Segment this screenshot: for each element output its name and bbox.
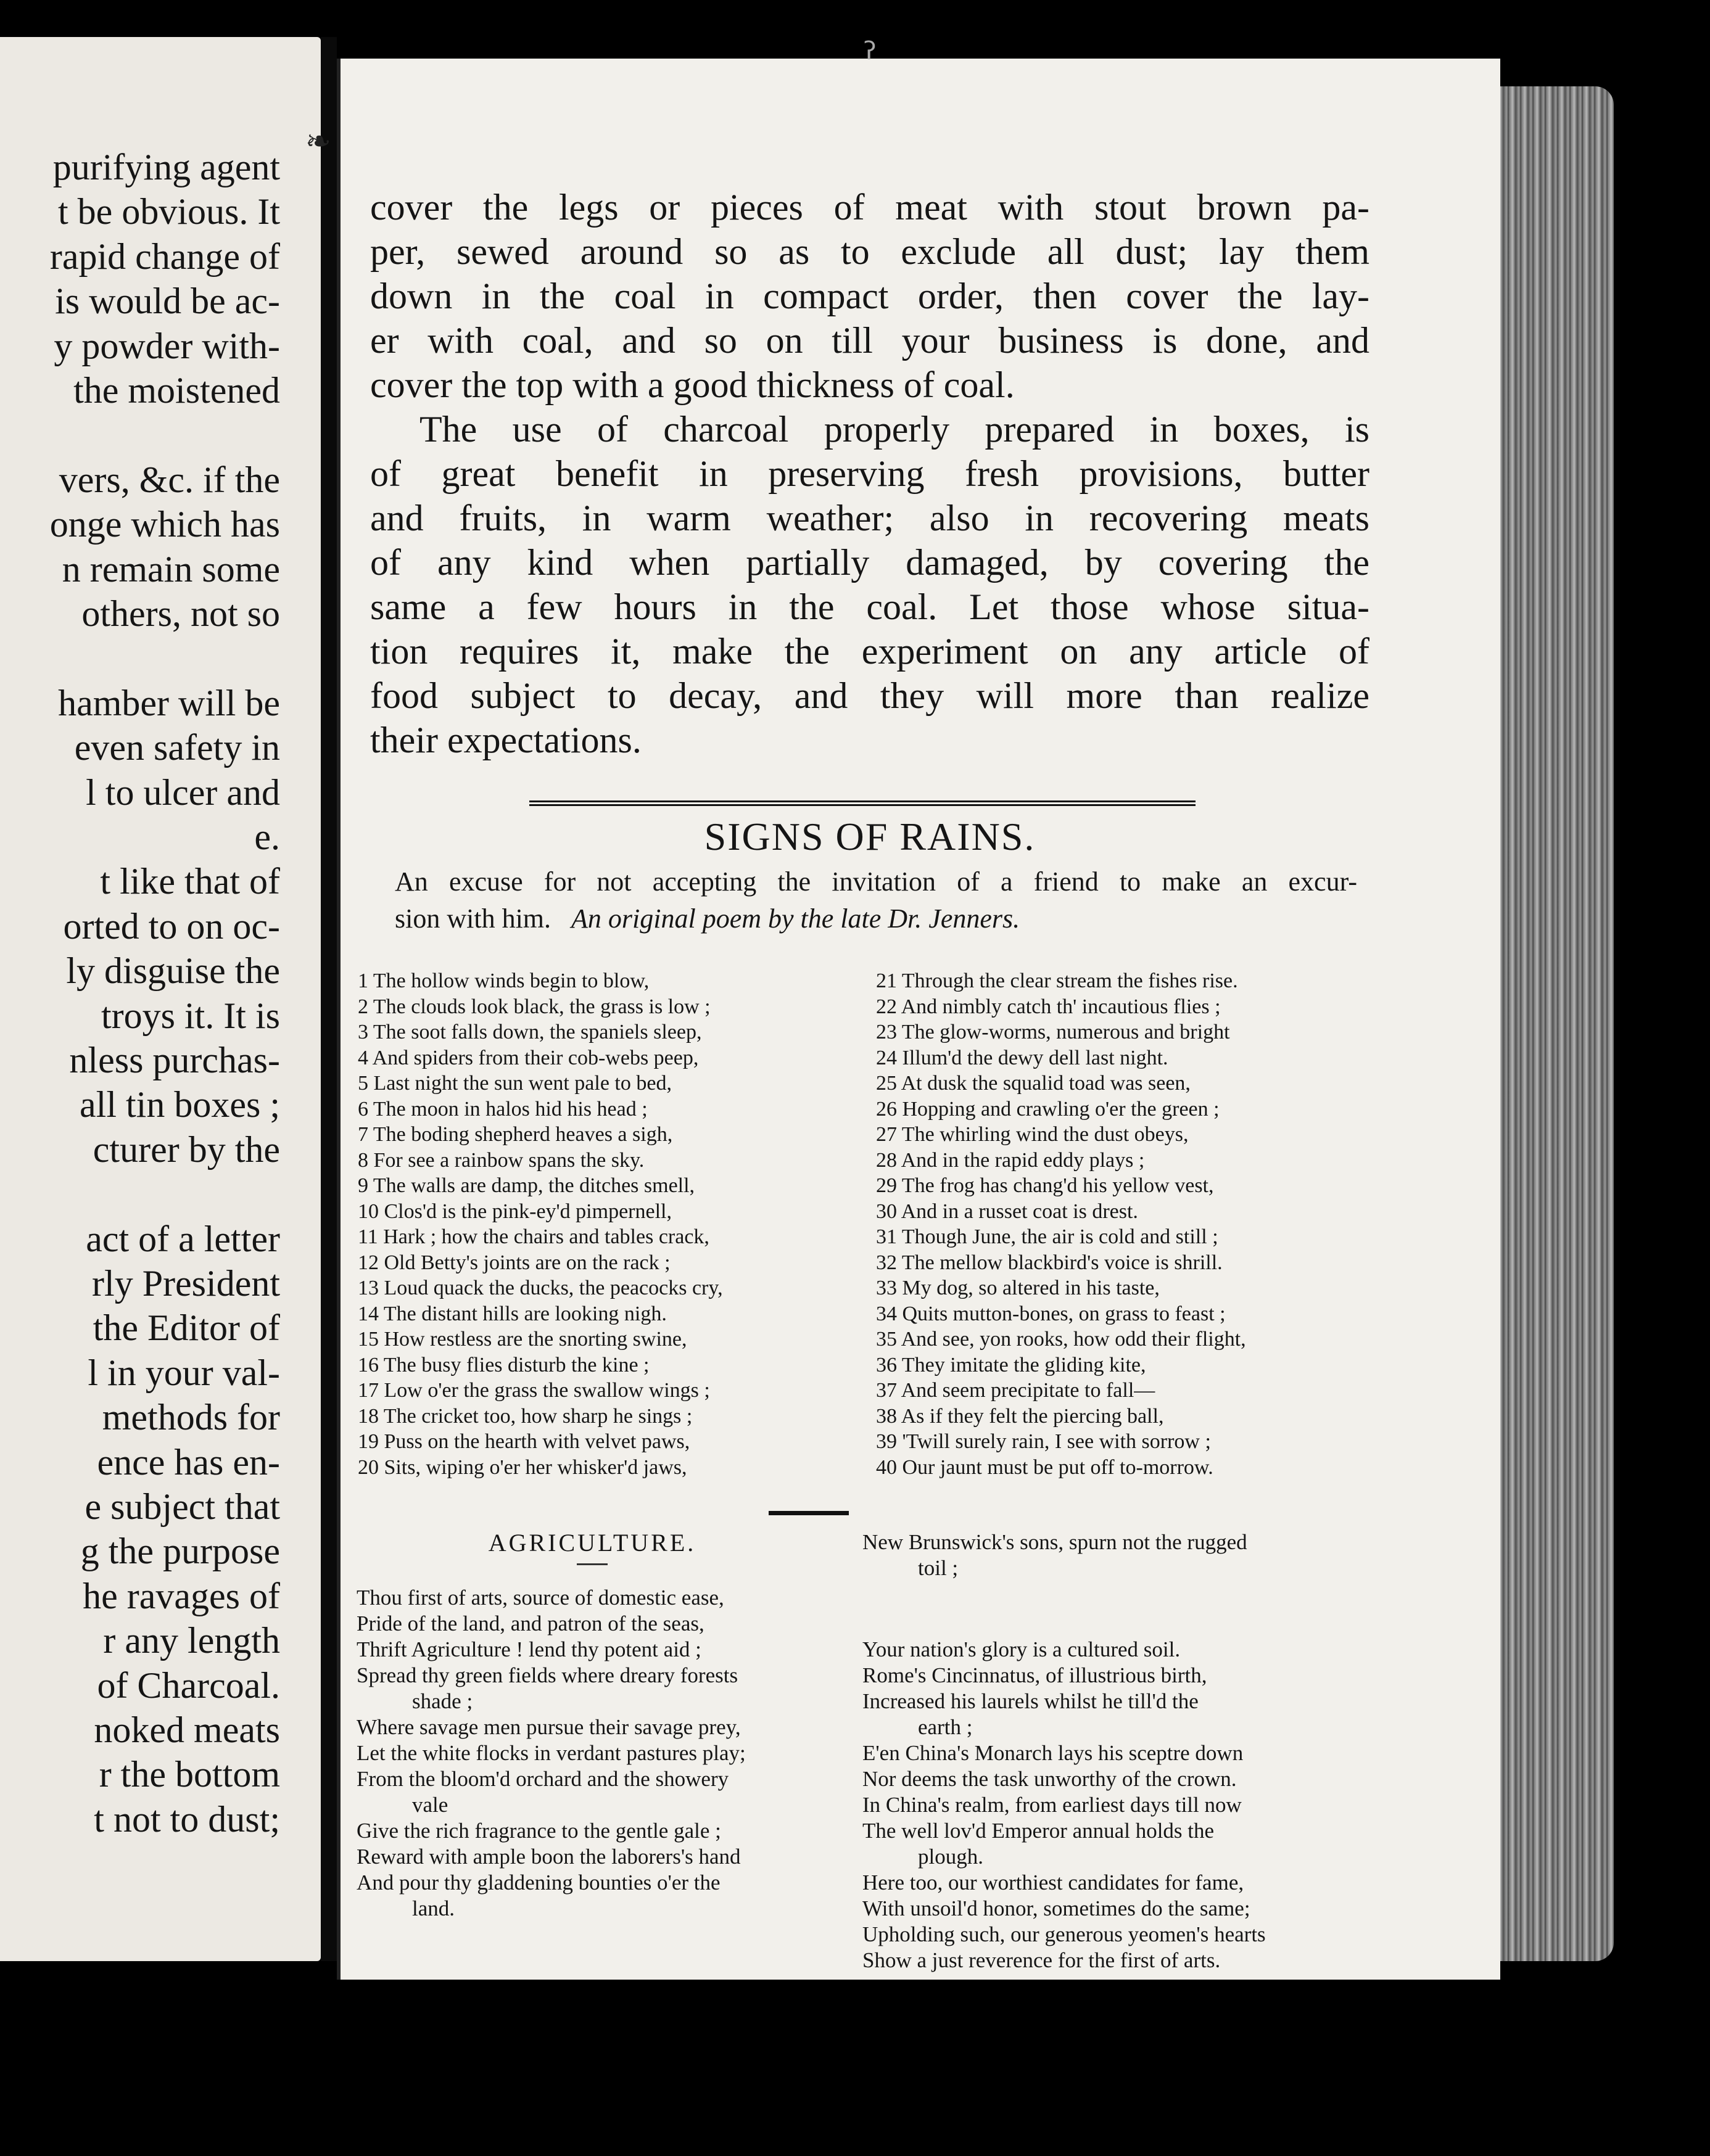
left-page-line: e subject that bbox=[85, 1486, 280, 1527]
poem-line: 13 Loud quack the ducks, the peacocks cry, bbox=[358, 1277, 723, 1299]
agriculture-line: vale bbox=[412, 1793, 448, 1817]
poem-line: 29 The frog has chang'd his yellow vest, bbox=[876, 1174, 1214, 1197]
left-page-line: t be obvious. It bbox=[58, 191, 280, 232]
left-page-line: l in your val- bbox=[88, 1352, 280, 1393]
intro-line-2: sion with him. bbox=[395, 903, 551, 934]
left-page-line: l to ulcer and bbox=[86, 771, 280, 813]
page-ornament-icon: ❧ bbox=[305, 123, 331, 159]
article-line: per, sewed around so as to exclude all dust; lay them bbox=[370, 231, 1369, 272]
left-page-line: the moistened bbox=[73, 370, 280, 411]
left-page-line: of Charcoal. bbox=[97, 1664, 280, 1706]
poem-line: 33 My dog, so altered in his taste, bbox=[876, 1277, 1160, 1299]
charcoal-article bbox=[370, 185, 1369, 762]
poem-line: 10 Clos'd is the pink-ey'd pimpernell, bbox=[358, 1199, 672, 1223]
agriculture-line: Thou first of arts, source of domestic ease, bbox=[357, 1586, 724, 1610]
article-line: their expectations. bbox=[370, 720, 642, 760]
left-page-line: e. bbox=[254, 817, 280, 857]
left-page-line: r the bottom bbox=[99, 1754, 280, 1795]
poem-line: 15 How restless are the snorting swine, bbox=[358, 1328, 687, 1351]
left-page-line: cturer by the bbox=[93, 1129, 280, 1170]
article-line: and fruits, in warm weather; also in recovering meats bbox=[370, 498, 1369, 538]
left-page-line: methods for bbox=[102, 1397, 280, 1438]
agriculture-line: Spread thy green fields where dreary forests bbox=[357, 1663, 738, 1687]
agriculture-line: New Brunswick's sons, spurn not the rugged bbox=[862, 1530, 1247, 1554]
section-divider bbox=[529, 800, 1196, 806]
left-page-line: onge which has bbox=[49, 504, 280, 545]
poem-line: 26 Hopping and crawling o'er the green ; bbox=[876, 1097, 1220, 1121]
poem-line: 7 The boding shepherd heaves a sigh, bbox=[358, 1123, 673, 1146]
agriculture-line: Here too, our worthiest candidates for fame, bbox=[862, 1870, 1244, 1895]
poem-line: 39 'Twill surely rain, I see with sorrow ; bbox=[876, 1430, 1211, 1453]
agriculture-line: plough. bbox=[918, 1845, 983, 1869]
poem-line: 21 Through the clear stream the fishes rise. bbox=[876, 969, 1238, 992]
left-page-line: all tin boxes ; bbox=[80, 1084, 280, 1125]
poem-line: 31 Though June, the air is cold and still ; bbox=[876, 1225, 1218, 1248]
left-page-line: ly disguise the bbox=[66, 950, 280, 992]
book-spine bbox=[321, 37, 337, 1961]
left-facing-page bbox=[0, 37, 321, 1961]
agriculture-column-left bbox=[357, 1585, 844, 1922]
article-line: cover the legs or pieces of meat with stout brown pa- bbox=[370, 187, 1369, 228]
poem-column-left bbox=[358, 968, 723, 1480]
title-dash bbox=[577, 1563, 608, 1565]
left-page-line: act of a letter bbox=[86, 1218, 280, 1259]
left-page-line: noked meats bbox=[94, 1710, 280, 1750]
article-line: tion requires it, make the experiment on any article of bbox=[370, 631, 1369, 672]
poem-line: 16 The busy flies disturb the kine ; bbox=[358, 1353, 650, 1376]
agriculture-line: Where savage men pursue their savage prey, bbox=[357, 1715, 741, 1739]
poem-line: 18 The cricket too, how sharp he sings ; bbox=[358, 1404, 693, 1428]
poem-line: 9 The walls are damp, the ditches smell, bbox=[358, 1174, 695, 1197]
poem-line: 2 The clouds look black, the grass is low ; bbox=[358, 995, 711, 1018]
article-line: down in the coal in compact order, then cover the lay- bbox=[370, 276, 1369, 316]
ink-speck-icon: ʔ bbox=[864, 37, 877, 65]
intro-attribution: An original poem by the late Dr. Jenners. bbox=[571, 903, 1020, 934]
poem-line: 8 For see a rainbow spans the sky. bbox=[358, 1148, 645, 1172]
left-page-line: hamber will be bbox=[58, 682, 280, 723]
poem-line: 22 And nimbly catch th' incautious flies ; bbox=[876, 995, 1221, 1018]
poem-line: 3 The soot falls down, the spaniels sleep, bbox=[358, 1021, 702, 1043]
left-page-line: n remain some bbox=[62, 548, 280, 590]
poem-line: 24 Illum'd the dewy dell last night. bbox=[876, 1046, 1168, 1069]
poem-line: 20 Sits, wiping o'er her whisker'd jaws, bbox=[358, 1455, 687, 1479]
left-page-line: troys it. It is bbox=[101, 995, 280, 1036]
left-page-line: the Editor of bbox=[93, 1307, 280, 1349]
poem-line: 38 As if they felt the piercing ball, bbox=[876, 1404, 1164, 1428]
agriculture-line: In China's realm, from earliest days till now bbox=[862, 1793, 1242, 1817]
agriculture-line: Pride of the land, and patron of the seas, bbox=[357, 1611, 704, 1636]
article-line: cover the top with a good thickness of coal. bbox=[370, 364, 1015, 405]
agriculture-line: Upholding such, our generous yeomen's hearts bbox=[862, 1922, 1266, 1946]
poem-line: 36 They imitate the gliding kite, bbox=[876, 1353, 1146, 1376]
agriculture-line: Show a just reverence for the first of arts. bbox=[862, 1948, 1221, 1972]
poem-line: 35 And see, yon rooks, how odd their flight, bbox=[876, 1328, 1246, 1351]
article-line: The use of charcoal properly prepared in boxes, is bbox=[419, 409, 1369, 450]
poem-line: 12 Old Betty's joints are on the rack ; bbox=[358, 1251, 671, 1274]
agriculture-line: And pour thy gladdening bounties o'er the bbox=[357, 1870, 721, 1895]
agriculture-line: land. bbox=[412, 1896, 455, 1920]
agriculture-line: Rome's Cincinnatus, of illustrious birth, bbox=[862, 1663, 1207, 1687]
poem-line: 30 And in a russet coat is drest. bbox=[876, 1199, 1138, 1223]
agriculture-title: AGRICULTURE. bbox=[488, 1529, 696, 1557]
signs-intro bbox=[395, 863, 1357, 937]
article-line: same a few hours in the coal. Let those whose situa- bbox=[370, 586, 1369, 627]
poem-line: 11 Hark ; how the chairs and tables crack, bbox=[358, 1225, 709, 1248]
poem-line: 34 Quits mutton-bones, on grass to feast ; bbox=[876, 1302, 1226, 1325]
agriculture-line: Reward with ample boon the laborers's hand bbox=[357, 1845, 741, 1869]
poem-line: 40 Our jaunt must be put off to-morrow. bbox=[876, 1455, 1213, 1479]
agriculture-line: Your nation's glory is a cultured soil. bbox=[862, 1637, 1181, 1661]
poem-divider bbox=[769, 1511, 849, 1515]
poem-line: 4 And spiders from their cob-webs peep, bbox=[358, 1046, 699, 1069]
poem-line: 25 At dusk the squalid toad was seen, bbox=[876, 1072, 1191, 1095]
agriculture-line: From the bloom'd orchard and the showery bbox=[357, 1767, 729, 1791]
poem-line: 6 The moon in halos hid his head ; bbox=[358, 1097, 648, 1121]
signs-of-rains-title: SIGNS OF RAINS. bbox=[704, 815, 1036, 858]
poem-line: 23 The glow-worms, numerous and bright bbox=[876, 1021, 1230, 1043]
article-line: of great benefit in preserving fresh provisions, butter bbox=[370, 453, 1369, 494]
left-page-line: he ravages of bbox=[83, 1575, 280, 1616]
poem-line: 5 Last night the sun went pale to bed, bbox=[358, 1072, 672, 1095]
left-page-line: vers, &c. if the bbox=[59, 459, 280, 500]
agriculture-line: With unsoil'd honor, sometimes do the same; bbox=[862, 1896, 1250, 1920]
left-page-line: r any length bbox=[103, 1620, 280, 1661]
agriculture-line: earth ; bbox=[918, 1715, 973, 1739]
article-line: of any kind when partially damaged, by covering the bbox=[370, 542, 1369, 583]
left-page-line: rapid change of bbox=[49, 236, 280, 277]
poem-line: 27 The whirling wind the dust obeys, bbox=[876, 1123, 1189, 1146]
left-page-line: y powder with- bbox=[54, 325, 280, 366]
agriculture-column-right bbox=[862, 1530, 1356, 1973]
left-page-line: g the purpose bbox=[80, 1531, 280, 1572]
poem-line: 14 The distant hills are looking nigh. bbox=[358, 1302, 667, 1325]
poem-line: 17 Low o'er the grass the swallow wings ; bbox=[358, 1379, 710, 1402]
left-page-line: t not to dust; bbox=[94, 1798, 280, 1840]
left-page-line: even safety in bbox=[74, 727, 280, 768]
left-page-line: t like that of bbox=[100, 861, 280, 902]
left-page-line: nless purchas- bbox=[69, 1040, 280, 1080]
poem-column-right bbox=[876, 968, 1246, 1480]
agriculture-line: The well lov'd Emperor annual holds the bbox=[862, 1819, 1215, 1843]
page-edge bbox=[1497, 86, 1614, 1961]
agriculture-line: shade ; bbox=[412, 1689, 473, 1713]
agriculture-line: E'en China's Monarch lays his sceptre down bbox=[862, 1741, 1244, 1765]
poem-line: 32 The mellow blackbird's voice is shrill. bbox=[876, 1251, 1223, 1274]
agriculture-line: toil ; bbox=[918, 1556, 959, 1580]
left-page-line: others, not so bbox=[81, 593, 280, 634]
left-page-line: rly President bbox=[92, 1263, 280, 1304]
agriculture-line: Nor deems the task unworthy of the crown. bbox=[862, 1767, 1237, 1791]
agriculture-line: Increased his laurels whilst he till'd the bbox=[862, 1689, 1199, 1713]
poem-line: 37 And seem precipitate to fall— bbox=[876, 1379, 1155, 1402]
left-page-line: ence has en- bbox=[97, 1441, 280, 1483]
left-page-line: orted to on oc- bbox=[63, 905, 280, 947]
agriculture-line: Let the white flocks in verdant pastures play; bbox=[357, 1741, 746, 1765]
poem-line: 19 Puss on the hearth with velvet paws, bbox=[358, 1430, 690, 1453]
left-page-line: is would be ac- bbox=[55, 281, 280, 322]
article-line: er with coal, and so on till your business is done, and bbox=[370, 320, 1369, 361]
article-line: food subject to decay, and they will more than realize bbox=[370, 675, 1369, 716]
poem-line: 28 And in the rapid eddy plays ; bbox=[876, 1148, 1145, 1172]
intro-line-1: An excuse for not accepting the invitation of a friend to make an excur- bbox=[395, 866, 1357, 897]
agriculture-line: Thrift Agriculture ! lend thy potent aid ; bbox=[357, 1637, 701, 1661]
agriculture-line: Give the rich fragrance to the gentle gale ; bbox=[357, 1819, 721, 1843]
poem-line: 1 The hollow winds begin to blow, bbox=[358, 969, 650, 992]
left-page-line: purifying agent bbox=[52, 147, 280, 187]
